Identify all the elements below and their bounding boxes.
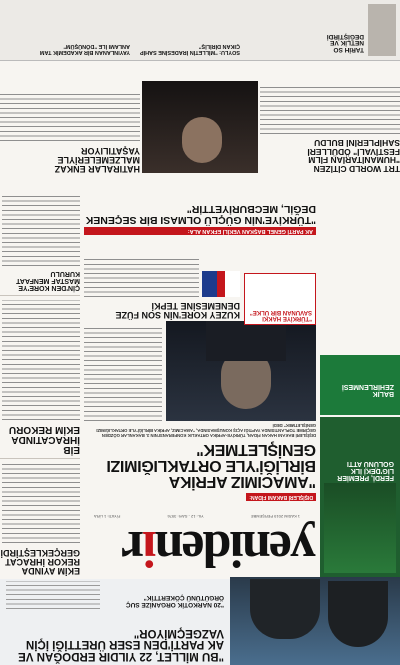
- strip-item-2: YAYINLANAN BİR AKADEMİK TAM ANLAMI İLE "DÖNÜŞÜM": [39, 43, 130, 55]
- masthead-dateline: [94, 513, 300, 519]
- sidebar-headline-top: FERDİ, PREMİER LİG'DEKİ İLK GOLÜNÜ ATTI: [337, 459, 394, 481]
- lead-headline: "AMACIMIZ AFRİKA BİRLİĞİ'YLE ORTAKLIĞIMIZI GENİŞLETMEK": [106, 441, 316, 490]
- news-left-top-body: [2, 463, 80, 543]
- book-title: TARİH SO NETLİK VE DEĞİŞTİRDİ: [326, 32, 364, 53]
- sidebar: [320, 417, 400, 577]
- lead-deck: DIŞİŞLERİ BAKANI HAKAN FİDAN, TÜRKİYE-AFRİKA ORTAKLIK KONFERANSI'NIN 3. BAKANLAR GÖZDEN GEÇİRME TOPLANTISINDA YAPTIĞI AÇIŞ KONUŞMASINDA, "AMACIMIZ, AFRİKA BİRLİĞİ'YLE ORTAKLIĞIMIZI GENİŞLETMEK" DEDİ: [96, 423, 316, 438]
- masthead-logo: yenidenir: [123, 520, 316, 577]
- trt-photo: [142, 81, 258, 173]
- news-left-mid-body: [2, 300, 80, 420]
- lead-quote-box: [244, 273, 316, 325]
- dateline-item: 1 KASIM 2019 PERŞEMBE: [250, 514, 300, 519]
- news-left-bottom-body: [2, 196, 80, 266]
- trt-body: [260, 86, 400, 134]
- lead-side-headline: KUZEY KORE'NİN SON FÜZE DENEMESİNE TEPKİ: [115, 300, 240, 320]
- news-left-mid-headline: EİB İHRACATINDA EKİM REKORU: [8, 424, 80, 456]
- lead-body: [84, 325, 162, 421]
- hatira-body: [0, 91, 140, 141]
- lead-photo: [166, 321, 316, 421]
- top-story-headline-block: [0, 579, 230, 665]
- dateline-item: FİYATI: 1 LİRA: [94, 514, 121, 519]
- masthead: [86, 517, 316, 577]
- lead-quote: "TÜRKİYE HAKKI SAVUNAN BİR ÜLKE": [249, 308, 312, 321]
- trt-story: [260, 63, 400, 173]
- news-col-1: [0, 175, 80, 575]
- dateline-item: YIL: 12 - SAYI: 3976: [167, 514, 204, 519]
- sidebar-card-bottom: [320, 355, 400, 415]
- lead-side: [84, 239, 240, 319]
- sidebar-headline-bottom: BALIK ZEHİRLENMESİ: [341, 382, 394, 397]
- flag-image: [202, 271, 240, 297]
- hatira-story: [0, 83, 140, 173]
- top-story-headline: "BU MİLLET, 22 YILDIR ERDOĞAN VE AK PARTİ'DEN ESER ÜRETTİĞİ İÇİN VAZGEÇMİYOR": [18, 626, 224, 662]
- akp-headline: "TÜRKİYE'NİN GÜÇLÜ OLMASI BİR SEÇENEK DEĞİL, MECBURİYETTİR": [85, 203, 316, 226]
- akp-story: [84, 175, 316, 235]
- top-story-subheadline: "20 NARKOTİK ORGANİZE SUÇ ÖRGÜTÜNÜ ÇÖKERTTİK": [125, 594, 224, 608]
- trt-headline: TRT WORLD CİTİZEN "HUMANİTARİAN FİLM FESTİVALİ" ÖDÜLLERİ SAHİPLERİNİ BULDU: [307, 138, 400, 174]
- news-left-top-headline: EKİM AYINDA REKOR İHRACAT GERÇEKLEŞTİRDİ: [0, 547, 80, 576]
- lead-kicker: DIŞİŞLERİ BAKANI FİDAN:: [246, 493, 316, 501]
- akp-kicker: AK PARTİ GENEL BAŞKAN VEKİLİ EFKAN ALA:: [84, 227, 316, 235]
- lead-side-body: [84, 257, 199, 297]
- lead-story: [84, 323, 316, 509]
- hatira-headline: HATIRALAR ENKAZ MALZEMELERİYLE YAŞATILIYOR: [54, 145, 140, 174]
- top-story-body: [6, 581, 100, 609]
- top-story-photo: [230, 577, 400, 665]
- bottom-strip: [0, 0, 400, 61]
- news-left-bottom-headline: ÇİN'DEN KORE'YE MASTAF MENFAAT KURULU: [16, 269, 80, 291]
- strip-item-1: SOYLU: "MİLLETİN İRADESİNE SAHİP ÇIKAN DİRİLİŞ": [140, 43, 240, 55]
- book-promo: [316, 2, 396, 56]
